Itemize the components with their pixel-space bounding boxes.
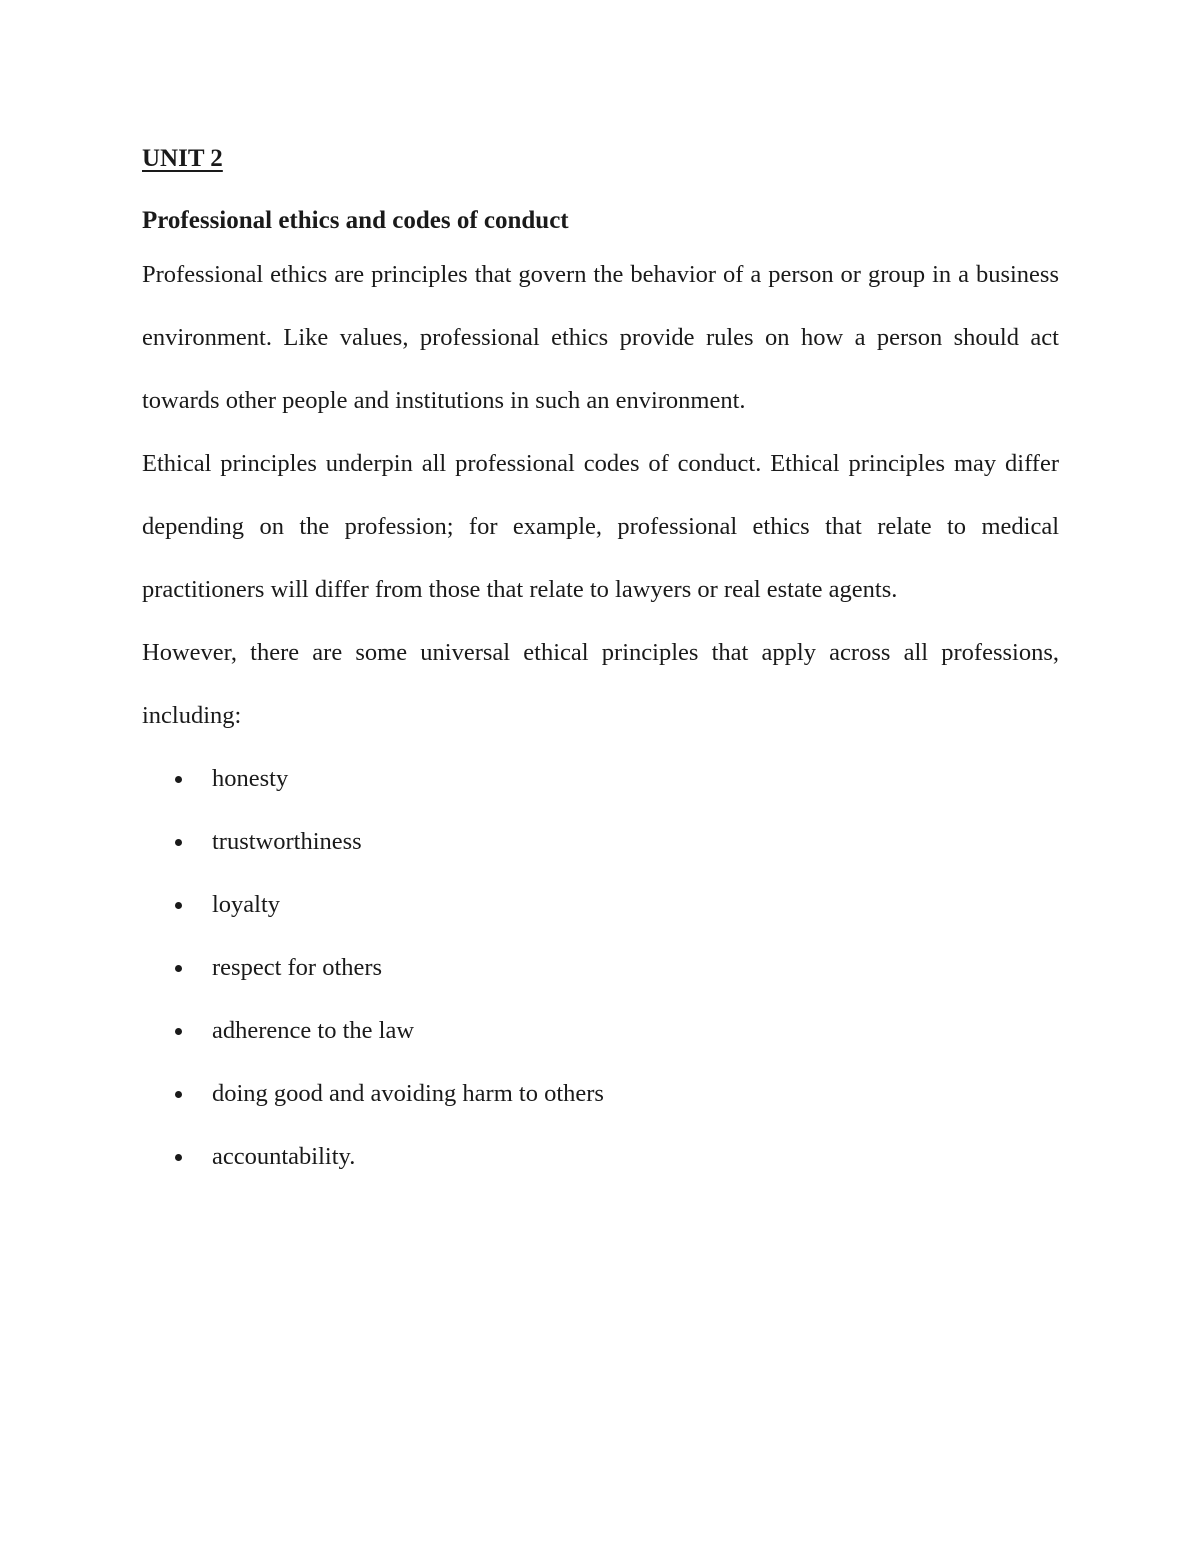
paragraph-principles-differ: Ethical principles underpin all professional codes of conduct. Ethical principles may differ depending on the profession; for example, professional ethics that relate to medical practitioners will differ from those that relate to lawyers or real estate agents.: [142, 450, 1059, 603]
list-item-label: accountability.: [212, 1143, 356, 1170]
bullet-icon: [175, 1091, 182, 1098]
principles-list: [142, 747, 1059, 1188]
bullet-icon: [175, 1154, 182, 1161]
list-item-label: trustworthiness: [212, 828, 362, 855]
bullet-icon: [175, 776, 182, 783]
list-item: [142, 936, 1059, 999]
list-item-label: loyalty: [212, 891, 281, 918]
list-item: [142, 1062, 1059, 1125]
bullet-icon: [175, 965, 182, 972]
list-item-label: honesty: [212, 765, 289, 792]
bullet-icon: [175, 839, 182, 846]
list-item: [142, 873, 1059, 936]
list-item-label: respect for others: [212, 954, 383, 981]
bullet-icon: [175, 1028, 182, 1035]
list-item-label: adherence to the law: [212, 1017, 415, 1044]
section-title: Professional ethics and codes of conduct: [142, 207, 569, 234]
list-item: [142, 810, 1059, 873]
list-item: [142, 1125, 1059, 1188]
list-item: [142, 747, 1059, 810]
list-item-label: doing good and avoiding harm to others: [212, 1080, 604, 1107]
document-content: [142, 138, 1059, 1188]
unit-title: UNIT 2: [142, 145, 223, 172]
paragraph-universal-principles: However, there are some universal ethical principles that apply across all professions, including:: [142, 639, 1059, 729]
paragraph-definition: Professional ethics are principles that govern the behavior of a person or group in a business environment. Like values, professional ethics provide rules on how a person should act towards other people and institutions in such an environment.: [142, 261, 1059, 414]
bullet-icon: [175, 902, 182, 909]
list-item: [142, 999, 1059, 1062]
